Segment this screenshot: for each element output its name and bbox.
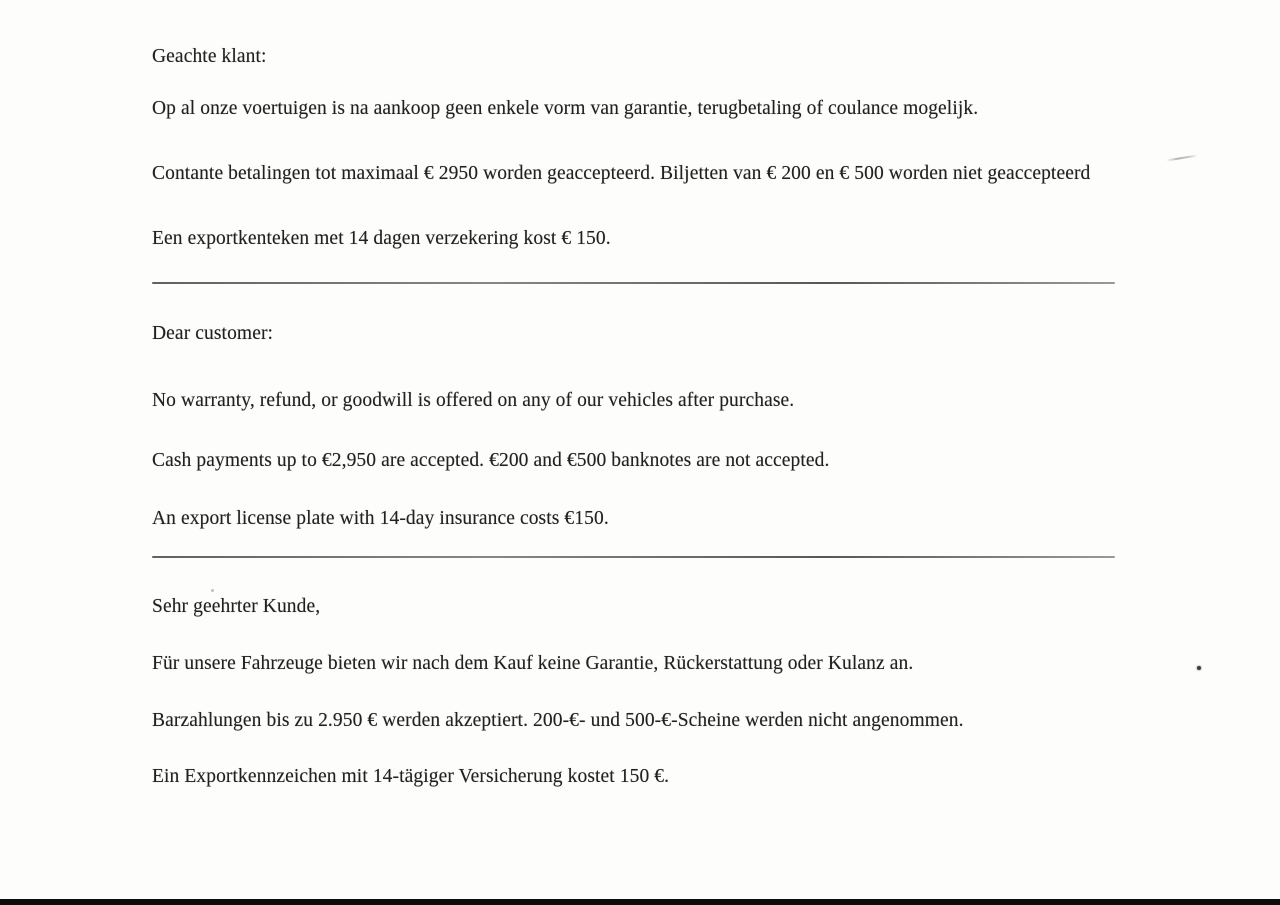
ink-dot-artifact [1197,666,1201,670]
english-export-plate-line: An export license plate with 14-day insurance costs €150. [152,508,609,529]
section-divider-top [152,282,1115,284]
dutch-warranty-line: Op al onze voertuigen is na aankoop geen enkele vorm van garantie, terugbetaling of coulance mogelijk. [152,98,979,119]
scanner-edge-shadow [0,899,1280,905]
pencil-mark-artifact [1166,155,1198,162]
german-cash-payment-line: Barzahlungen bis zu 2.950 € werden akzeptiert. 200-€- und 500-€-Scheine werden nicht angenommen. [152,710,964,731]
section-divider-bottom [152,556,1115,558]
german-warranty-line: Für unsere Fahrzeuge bieten wir nach dem Kauf keine Garantie, Rückerstattung oder Kulanz an. [152,653,914,674]
german-export-plate-line: Ein Exportkennzeichen mit 14-tägiger Versicherung kostet 150 €. [152,766,670,787]
german-greeting: Sehr geehrter Kunde, [152,596,321,617]
ink-speck-artifact [211,589,214,592]
english-greeting: Dear customer: [152,323,274,344]
dutch-greeting: Geachte klant: [152,46,267,67]
dutch-cash-payment-line: Contante betalingen tot maximaal € 2950 worden geaccepteerd. Biljetten van € 200 en € 500 worden niet geaccepteerd [152,163,1091,184]
english-cash-payment-line: Cash payments up to €2,950 are accepted. €200 and €500 banknotes are not accepted. [152,450,830,471]
dutch-export-plate-line: Een exportkenteken met 14 dagen verzekering kost € 150. [152,228,611,249]
english-warranty-line: No warranty, refund, or goodwill is offered on any of our vehicles after purchase. [152,390,795,411]
